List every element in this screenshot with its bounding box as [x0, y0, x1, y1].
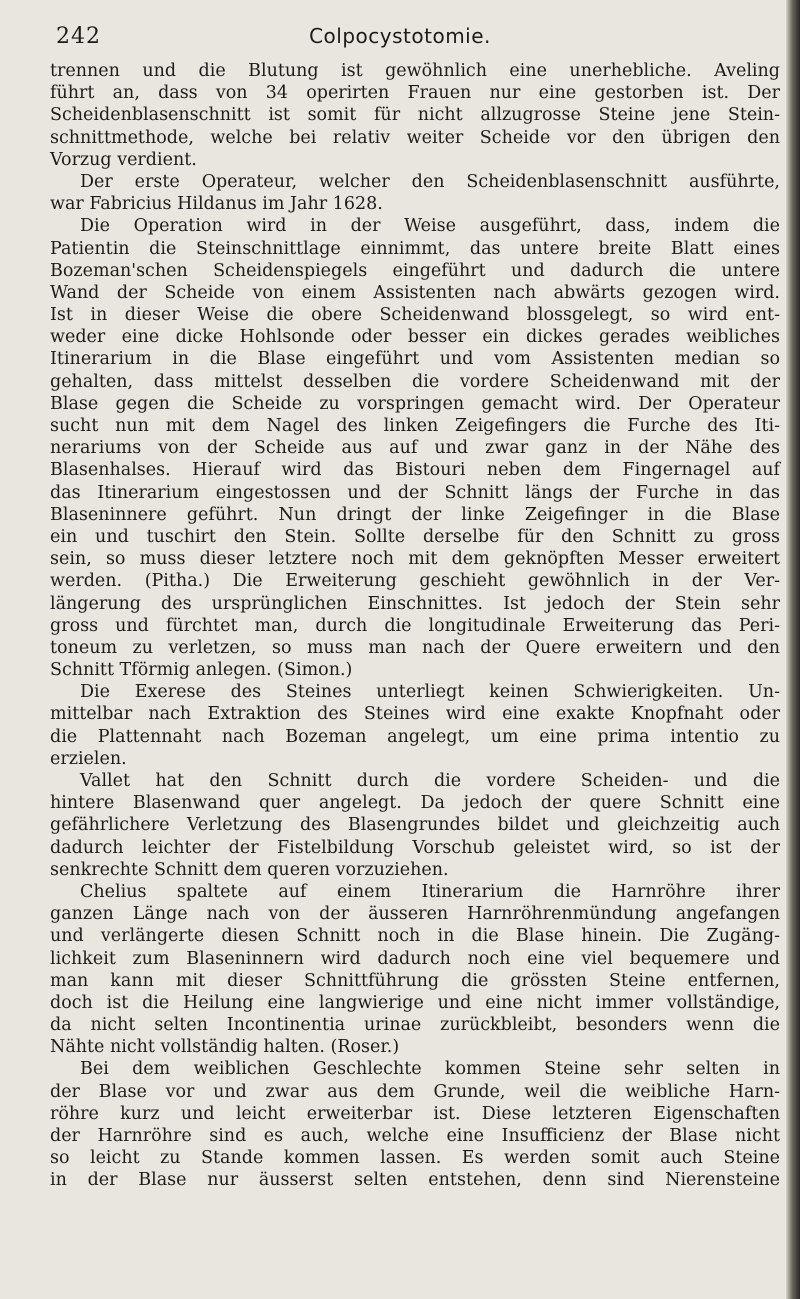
text-line: Wand der Scheide von einem Assistenten nach abwärts gezogen wird. — [50, 282, 780, 303]
text-line: werden. (Pitha.) Die Erweiterung geschieht gewöhnlich in der Ver- — [50, 571, 780, 592]
text-line: Chelius spaltete auf einem Itinerarium die Harnröhre ihrer — [80, 881, 780, 902]
text-line: ganzen Länge nach von der äusseren Harnröhrenmündung angefangen — [50, 904, 780, 925]
text-line: toneum zu verletzen, so muss man nach der Quere erweitern und den — [50, 637, 780, 658]
text-line: das Itinerarium eingestossen und der Schnitt längs der Furche in das — [50, 482, 780, 503]
text-line: röhre kurz und leicht erweiterbar ist. Diese letzteren Eigenschaften — [50, 1103, 780, 1124]
text-line: Schnitt Tförmig anlegen. (Simon.) — [50, 660, 353, 681]
text-line: Die Operation wird in der Weise ausgeführt, dass, indem die — [80, 216, 780, 237]
body-text — [50, 60, 780, 1192]
text-line: Itinerarium in die Blase eingeführt und vom Assistenten median so — [50, 349, 780, 370]
text-line: Scheidenblasenschnitt ist somit für nicht allzugrosse Steine jene Stein- — [50, 105, 780, 126]
text-line: erzielen. — [50, 748, 127, 769]
page-header — [0, 18, 800, 58]
text-line: in der Blase nur äusserst selten entstehen, denn sind Nierensteine — [50, 1170, 780, 1191]
text-line: und verlängerte diesen Schnitt noch in die Blase hinein. Die Zugäng- — [50, 926, 780, 947]
text-line: trennen und die Blutung ist gewöhnlich eine unerhebliche. Aveling — [50, 61, 780, 81]
text-line: gehalten, dass mittelst desselben die vordere Scheidenwand mit der — [50, 371, 780, 392]
text-line: Patientin die Steinschnittlage einnimmt, das untere breite Blatt eines — [50, 238, 780, 259]
text-line: doch ist die Heilung eine langwierige und eine nicht immer vollständige, — [50, 992, 780, 1013]
text-line: dadurch leichter der Fistelbildung Vorschub geleistet wird, so ist der — [50, 837, 780, 858]
text-line: lichkeit zum Blaseninnern wird dadurch noch eine viel bequemere und — [50, 948, 780, 969]
text-line: der Blase vor und zwar aus dem Grunde, weil die weibliche Harn- — [50, 1081, 780, 1102]
text-line: Blasenhalses. Hierauf wird das Bistouri neben dem Fingernagel auf — [50, 460, 780, 481]
text-line: mittelbar nach Extraktion des Steines wird eine exakte Knopfnaht oder — [50, 704, 780, 725]
text-line: da nicht selten Incontinentia urinae zurückbleibt, besonders wenn die — [50, 1015, 780, 1036]
text-line: Nähte nicht vollständig halten. (Roser.) — [50, 1037, 400, 1058]
text-line: weder eine dicke Hohlsonde oder besser ein dickes gerades weibliches — [50, 327, 780, 348]
text-line: sucht nun mit dem Nagel des linken Zeigefingers die Furche des Iti- — [50, 416, 780, 436]
text-line: Die Exerese des Steines unterliegt keinen Schwierigkeiten. Un- — [80, 682, 780, 703]
text-line: sein, so muss dieser letztere noch mit dem geknöpften Messer erweitert — [50, 549, 780, 570]
text-line: nerariums von der Scheide aus auf und zwar ganz in der Nähe des — [50, 438, 780, 459]
page-edge-shadow — [786, 0, 800, 1299]
page-number: 242 — [56, 24, 101, 49]
text-line: senkrechte Schnitt dem queren vorzuziehen. — [50, 859, 449, 880]
text-line: ein und tuschirt den Stein. Sollte derselbe für den Schnitt zu gross — [50, 526, 780, 547]
text-line: Vorzug verdient. — [50, 149, 197, 170]
text-line: Bei dem weiblichen Geschlechte kommen Steine sehr selten in — [80, 1059, 780, 1080]
text-line: führt an, dass von 34 operirten Frauen nur eine gestorben ist. Der — [50, 83, 780, 104]
text-line: hintere Blasenwand quer angelegt. Da jedoch der quere Schnitt eine — [50, 793, 780, 814]
text-line: Ist in dieser Weise die obere Scheidenwand blossgelegt, so wird ent- — [50, 305, 780, 326]
text-line: Der erste Operateur, welcher den Scheidenblasenschnitt ausführte, — [80, 171, 780, 192]
running-head: Colpocystotomie. — [309, 24, 491, 48]
text-line: der Harnröhre sind es auch, welche eine Insufficienz der Blase nicht — [50, 1126, 780, 1146]
text-line: war Fabricius Hildanus im Jahr 1628. — [50, 194, 383, 215]
text-line: längerung des ursprünglichen Einschnittes. Ist jedoch der Stein sehr — [50, 593, 780, 614]
text-line: Bozeman'schen Scheidenspiegels eingeführt und dadurch die untere — [50, 260, 780, 281]
text-line: gross und fürchtet man, durch die longitudinale Erweiterung das Peri- — [50, 615, 780, 636]
text-line: Blaseninnere geführt. Nun dringt der linke Zeigefinger in die Blase — [50, 504, 780, 525]
text-line: gefährlichere Verletzung des Blasengrundes bildet und gleichzeitig auch — [50, 815, 780, 836]
text-line: Vallet hat den Schnitt durch die vordere Scheiden- und die — [80, 771, 780, 791]
text-line: schnittmethode, welche bei relativ weiter Scheide vor den übrigen den — [50, 127, 780, 148]
text-line: man kann mit dieser Schnittführung die grössten Steine entfernen, — [50, 970, 780, 991]
text-line: Blase gegen die Scheide zu vorspringen gemacht wird. Der Operateur — [50, 393, 780, 414]
text-line: so leicht zu Stande kommen lassen. Es werden somit auch Steine — [50, 1148, 780, 1169]
text-line: die Plattennaht nach Bozeman angelegt, um eine prima intentio zu — [50, 726, 780, 747]
